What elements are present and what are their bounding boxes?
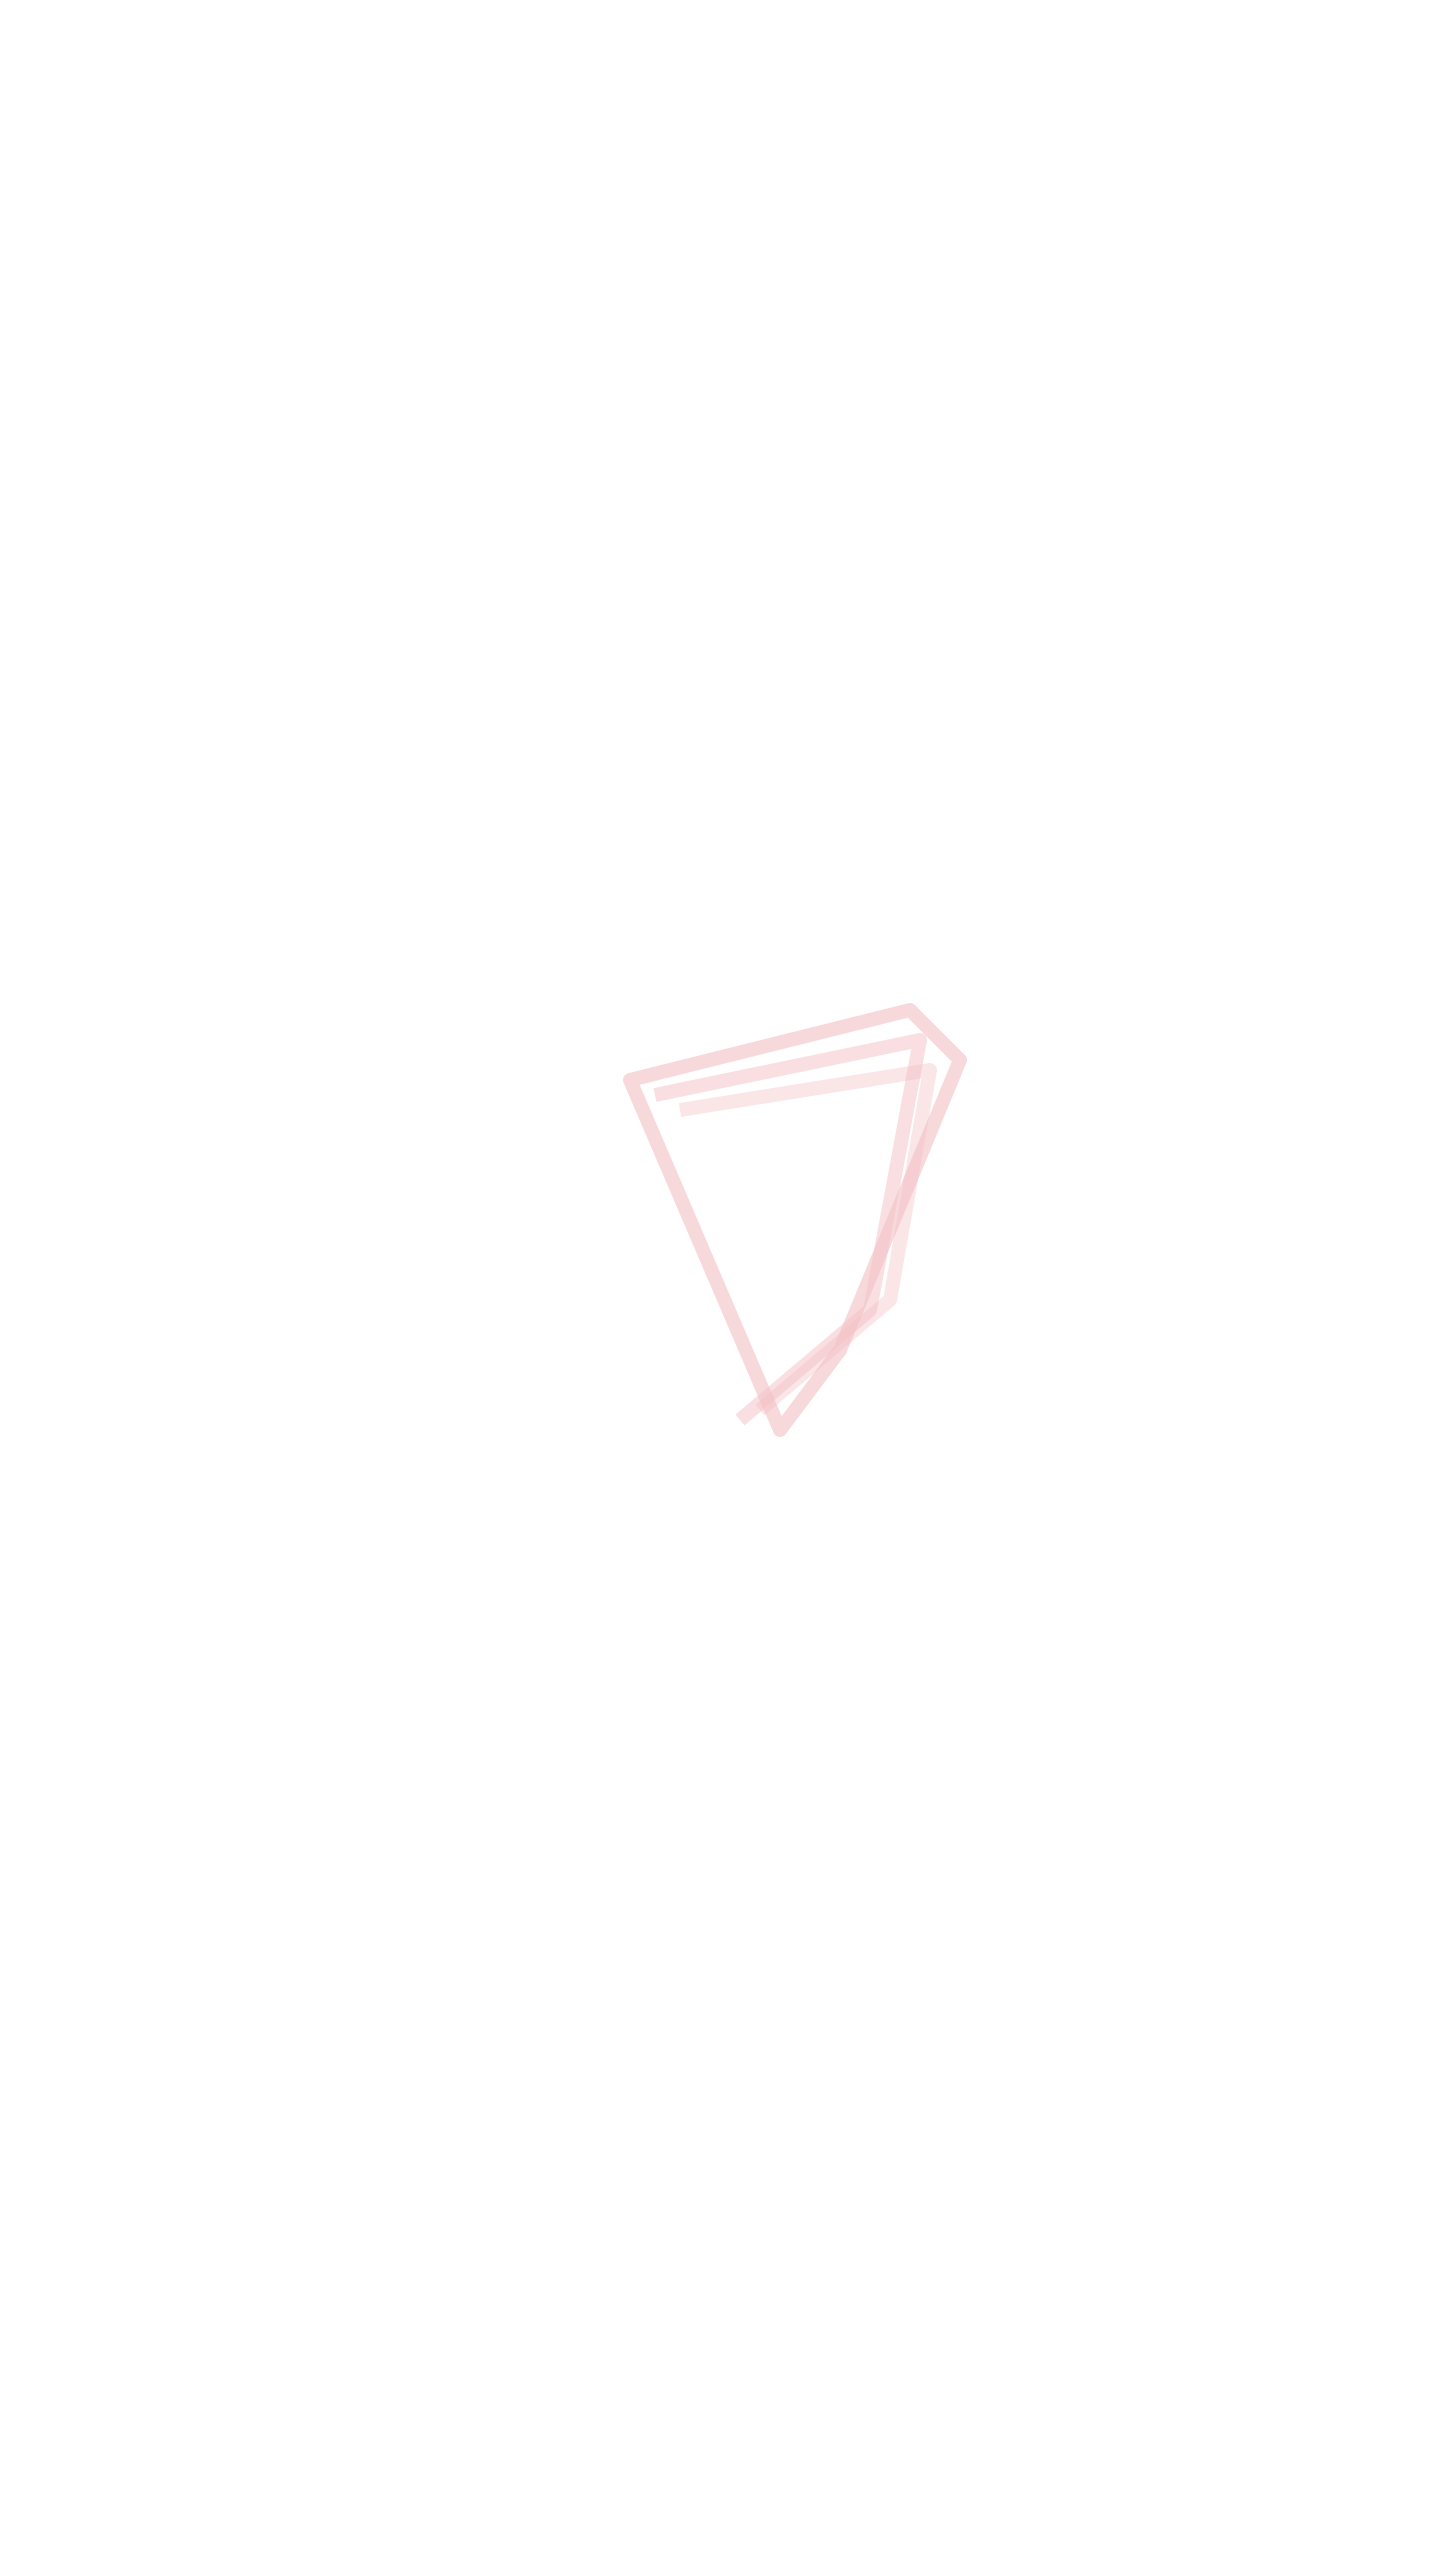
watermark-logo xyxy=(440,1000,1060,1440)
